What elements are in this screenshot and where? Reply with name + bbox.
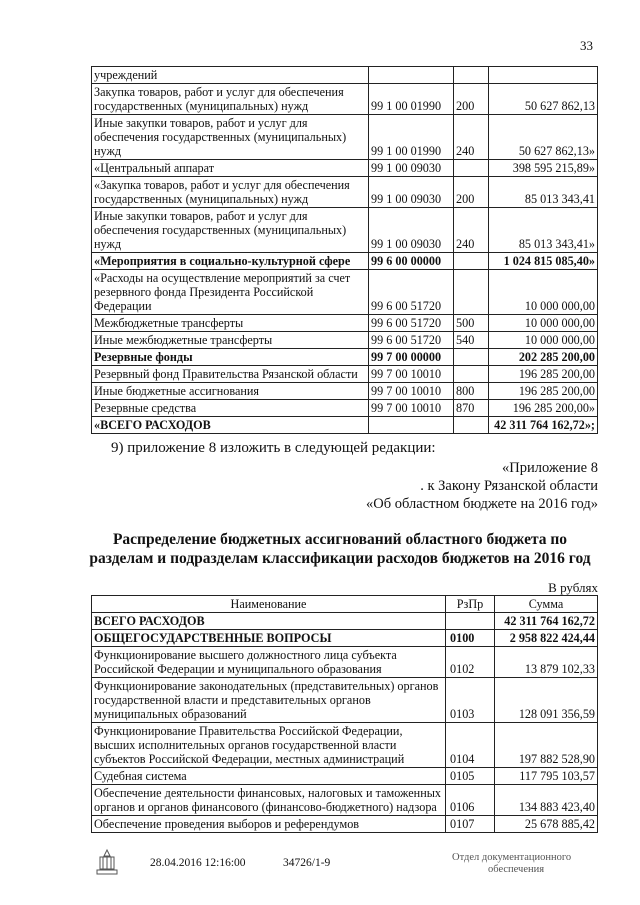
row-sum: 196 285 200,00: [489, 366, 598, 383]
row-name: «Мероприятия в социально-культурной сфере: [92, 253, 369, 270]
row-sum: 202 285 200,00: [489, 349, 598, 366]
row-sum: 117 795 103,57: [495, 768, 598, 785]
header-name: Наименование: [92, 596, 446, 613]
row-name: Обеспечение деятельности финансовых, налоговых и таможенных органов и органов финансового (финансово-бюджетного) надзора: [92, 785, 446, 816]
row-sum: 10 000 000,00: [489, 315, 598, 332]
row-name: Закупка товаров, работ и услуг для обеспечения государственных (муниципальных) нужд: [92, 84, 369, 115]
table-row: [92, 816, 598, 833]
row-expense-type: 240: [454, 115, 489, 160]
department-stamp: [452, 852, 571, 876]
row-name: Резервные фонды: [92, 349, 369, 366]
total-row: [92, 417, 598, 434]
row-section-code: 0106: [446, 785, 495, 816]
row-section-code: 0102: [446, 647, 495, 678]
row-name: Резервные средства: [92, 400, 369, 417]
row-expense-type: [454, 349, 489, 366]
row-name: Функционирование Правительства Российской Федерации, высших исполнительных органов государственной власти субъектов Российской Федерации, местных администраций: [92, 723, 446, 768]
row-name: Функционирование высшего должностного лица субъекта Российской Федерации и муниципального образования: [92, 647, 446, 678]
table-row: [92, 349, 598, 366]
budget-table-continued: [91, 66, 598, 434]
row-code: 99 7 00 10010: [369, 400, 454, 417]
table-row: [92, 177, 598, 208]
table-row: [92, 115, 598, 160]
row-name: ОБЩЕГОСУДАРСТВЕННЫЕ ВОПРОСЫ: [92, 630, 446, 647]
table-row: [92, 270, 598, 315]
row-name: Резервный фонд Правительства Рязанской области: [92, 366, 369, 383]
row-sum: 2 958 822 424,44: [495, 630, 598, 647]
row-section-code: [446, 613, 495, 630]
total-sum: 42 311 764 162,72»;: [489, 417, 598, 434]
row-expense-type: 500: [454, 315, 489, 332]
row-sum: 25 678 885,42: [495, 816, 598, 833]
table-row: [92, 613, 598, 630]
row-name: Иные закупки товаров, работ и услуг для обеспечения государственных (муниципальных) нужд: [92, 208, 369, 253]
total-code: [369, 417, 454, 434]
row-name: Иные межбюджетные трансферты: [92, 332, 369, 349]
row-expense-type: 540: [454, 332, 489, 349]
table-row: [92, 647, 598, 678]
row-expense-type: [454, 270, 489, 315]
row-sum: 196 285 200,00»: [489, 400, 598, 417]
row-expense-type: 200: [454, 177, 489, 208]
distribution-table: [91, 595, 598, 833]
document-title-line2: разделам и подразделам классификации расходов бюджетов на 2016 год: [89, 550, 591, 567]
row-name: ВСЕГО РАСХОДОВ: [92, 613, 446, 630]
row-sum: 85 013 343,41: [489, 177, 598, 208]
row-code: 99 1 00 09030: [369, 208, 454, 253]
row-name: «Расходы на осуществление мероприятий за счет резервного фонда Президента Российской Федерации: [92, 270, 369, 315]
table-row: [92, 366, 598, 383]
table-row: [92, 253, 598, 270]
row-section-code: 0103: [446, 678, 495, 723]
table-row: [92, 315, 598, 332]
row-sum: 10 000 000,00: [489, 270, 598, 315]
appendix-law-reference: . к Закону Рязанской области: [420, 478, 598, 494]
row-expense-type: [454, 366, 489, 383]
budget-table-body: [92, 67, 598, 434]
document-title: [80, 530, 600, 568]
stamp-line1: Отдел документационного: [452, 852, 572, 863]
total-name: «ВСЕГО РАСХОДОВ: [92, 417, 369, 434]
row-sum: 398 595 215,89»: [489, 160, 598, 177]
table-row: [92, 678, 598, 723]
table-row: [92, 723, 598, 768]
row-code: 99 1 00 01990: [369, 115, 454, 160]
appendix-law-title: «Об областном бюджете на 2016 год»: [366, 496, 598, 512]
appendix-heading: «Приложение 8: [502, 460, 598, 476]
row-name: «Центральный аппарат: [92, 160, 369, 177]
table-row: [92, 383, 598, 400]
row-expense-type: 240: [454, 208, 489, 253]
row-code: 99 7 00 00000: [369, 349, 454, 366]
stamp-line2: обеспечения: [488, 864, 545, 875]
row-name: «Закупка товаров, работ и услуг для обеспечения государственных (муниципальных) нужд: [92, 177, 369, 208]
row-sum: 50 627 862,13»: [489, 115, 598, 160]
units-label: В рублях: [548, 580, 598, 595]
row-section-code: 0100: [446, 630, 495, 647]
row-code: 99 6 00 51720: [369, 270, 454, 315]
row-sum: 85 013 343,41»: [489, 208, 598, 253]
total-expense-type: [454, 417, 489, 434]
row-expense-type: [454, 253, 489, 270]
table-row: [92, 785, 598, 816]
amendment-instruction: 9) приложение 8 изложить в следующей редакции:: [111, 440, 436, 456]
row-expense-type: 870: [454, 400, 489, 417]
row-code: 99 1 00 09030: [369, 160, 454, 177]
header-sum: Сумма: [495, 596, 598, 613]
header-code: РзПр: [446, 596, 495, 613]
row-name: учреждений: [92, 67, 369, 84]
row-expense-type: [454, 160, 489, 177]
table-header-row: [92, 596, 598, 613]
emblem-icon: [92, 848, 122, 878]
table-row: [92, 67, 598, 84]
row-expense-type: 800: [454, 383, 489, 400]
row-section-code: 0107: [446, 816, 495, 833]
document-title-line1: Распределение бюджетных ассигнований областного бюджета по: [112, 531, 568, 548]
distribution-table-body: [92, 596, 598, 833]
row-sum: 1 024 815 085,40»: [489, 253, 598, 270]
row-sum: 13 879 102,33: [495, 647, 598, 678]
row-code: [369, 67, 454, 84]
table-row: [92, 768, 598, 785]
row-code: 99 6 00 51720: [369, 332, 454, 349]
row-code: 99 6 00 51720: [369, 315, 454, 332]
row-sum: 42 311 764 162,72: [495, 613, 598, 630]
row-sum: 134 883 423,40: [495, 785, 598, 816]
row-section-code: 0104: [446, 723, 495, 768]
table-row: [92, 208, 598, 253]
row-code: 99 6 00 00000: [369, 253, 454, 270]
row-sum: [489, 67, 598, 84]
row-name: Межбюджетные трансферты: [92, 315, 369, 332]
row-name: Судебная система: [92, 768, 446, 785]
row-sum: 128 091 356,59: [495, 678, 598, 723]
row-expense-type: 200: [454, 84, 489, 115]
footer-date: 28.04.2016 12:16:00: [150, 857, 246, 869]
table-row: [92, 400, 598, 417]
row-name: Функционирование законодательных (представительных) органов государственной власти и представительных органов муниципальных образований: [92, 678, 446, 723]
page-number: 33: [580, 38, 593, 53]
row-name: Иные закупки товаров, работ и услуг для обеспечения государственных (муниципальных) нужд: [92, 115, 369, 160]
row-section-code: 0105: [446, 768, 495, 785]
table-row: [92, 84, 598, 115]
row-code: 99 1 00 09030: [369, 177, 454, 208]
table-row: [92, 160, 598, 177]
footer-doc-number: 34726/1-9: [283, 857, 331, 869]
row-code: 99 7 00 10010: [369, 383, 454, 400]
row-sum: 50 627 862,13: [489, 84, 598, 115]
row-name: Иные бюджетные ассигнования: [92, 383, 369, 400]
table-row: [92, 332, 598, 349]
row-sum: 10 000 000,00: [489, 332, 598, 349]
row-code: 99 1 00 01990: [369, 84, 454, 115]
row-expense-type: [454, 67, 489, 84]
table-row: [92, 630, 598, 647]
row-code: 99 7 00 10010: [369, 366, 454, 383]
row-name: Обеспечение проведения выборов и референдумов: [92, 816, 446, 833]
row-sum: 197 882 528,90: [495, 723, 598, 768]
row-sum: 196 285 200,00: [489, 383, 598, 400]
